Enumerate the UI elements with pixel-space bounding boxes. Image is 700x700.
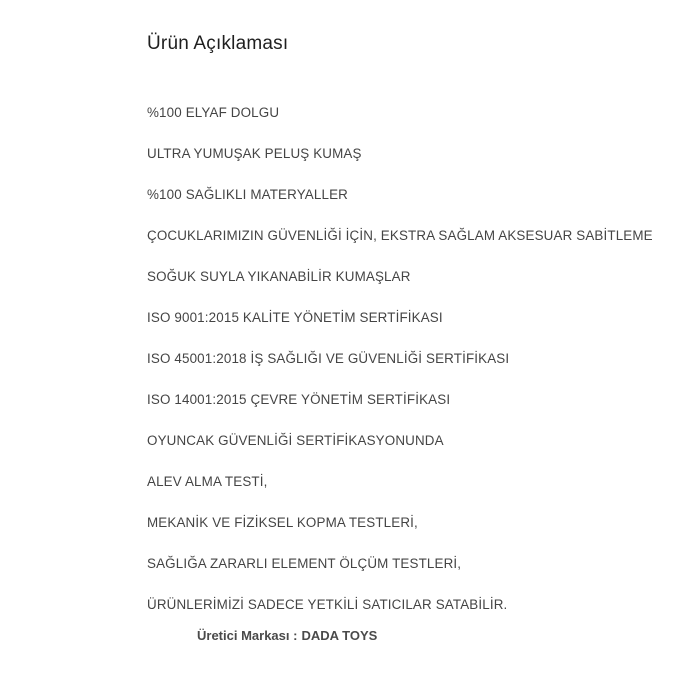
feature-item: ISO 9001:2015 KALİTE YÖNETİM SERTİFİKASI	[147, 310, 443, 325]
feature-item: SOĞUK SUYLA YIKANABİLİR KUMAŞLAR	[147, 269, 411, 284]
manufacturer-label: Üretici Markası :	[197, 628, 298, 643]
feature-item: ULTRA YUMUŞAK PELUŞ KUMAŞ	[147, 146, 362, 161]
manufacturer-brand: DADA TOYS	[301, 628, 378, 643]
feature-item: %100 SAĞLIKLI MATERYALLER	[147, 187, 348, 202]
feature-item: SAĞLIĞA ZARARLI ELEMENT ÖLÇÜM TESTLERİ,	[147, 556, 462, 571]
manufacturer-info	[197, 628, 377, 643]
feature-item: ALEV ALMA TESTİ,	[147, 474, 268, 489]
feature-item: ÜRÜNLERİMİZİ SADECE YETKİLİ SATICILAR SATABİLİR.	[147, 597, 508, 612]
feature-item: ÇOCUKLARIMIZIN GÜVENLİĞİ İÇİN, EKSTRA SAĞLAM AKSESUAR SABİTLEME	[147, 228, 653, 243]
feature-item: MEKANİK VE FİZİKSEL KOPMA TESTLERİ,	[147, 515, 418, 530]
section-title: Ürün Açıklaması	[147, 33, 289, 54]
feature-list	[147, 103, 653, 636]
feature-item: ISO 14001:2015 ÇEVRE YÖNETİM SERTİFİKASI	[147, 392, 451, 407]
feature-item: ISO 45001:2018 İŞ SAĞLIĞI VE GÜVENLİĞİ SERTİFİKASI	[147, 351, 510, 366]
feature-item: %100 ELYAF DOLGU	[147, 105, 280, 120]
feature-item: OYUNCAK GÜVENLİĞİ SERTİFİKASYONUNDA	[147, 433, 444, 448]
